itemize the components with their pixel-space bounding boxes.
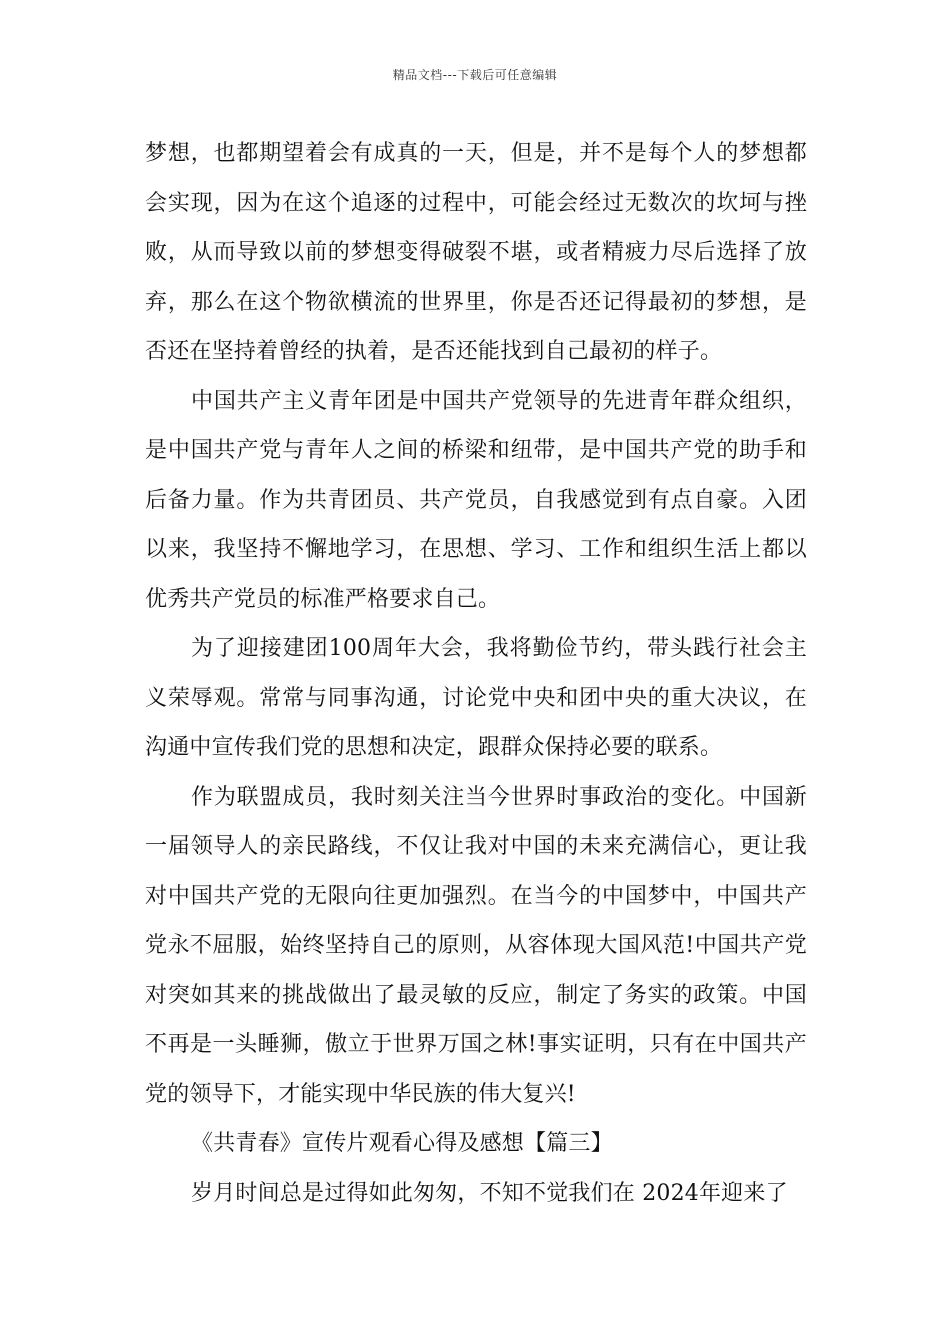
paragraph-3: 为了迎接建团100周年大会，我将勤俭节约，带头践行社会主义荣辱观。常常与同事沟通，讨论党中央和团中央的重大决议，在沟通中宣传我们党的思想和决定，跟群众保持必要的联系。 [145, 636, 807, 760]
paragraph-5: 岁月时间总是过得如此匆匆，不知不觉我们在 2024年迎来了 [191, 1180, 788, 1206]
paragraph-4: 作为联盟成员，我时刻关注当今世界时事政治的变化。中国新一届领导人的亲民路线，不仅让我对中国的未来充满信心，更让我对中国共产党的无限向往更加强烈。在当今的中国梦中，中国共产党永不屈服，始终坚持自己的原则，从容体现大国风范!中国共产党对突如其来的挑战做出了最灵敏的反应，制定了务实的政策。中国不再是一头睡狮，傲立于世界万国之林!事实证明，只有在中国共产党的领导下，才能实现中华民族的伟大复兴! [145, 784, 807, 1107]
paragraph-1: 梦想，也都期望着会有成真的一天，但是，并不是每个人的梦想都会实现，因为在这个追逐的过程中，可能会经过无数次的坎坷与挫败，从而导致以前的梦想变得破裂不堪，或者精疲力尽后选择了放弃，那么在这个物欲横流的世界里，你是否还记得最初的梦想，是否还在坚持着曾经的执着，是否还能找到自己最初的样子。 [145, 141, 807, 364]
section-heading: 《共青春》宣传片观看心得及感想【篇三】 [191, 1131, 613, 1156]
page-header: 精品文档---下载后可任意编辑 [392, 68, 558, 82]
paragraph-2: 中国共产主义青年团是中国共产党领导的先进青年群众组织，是中国共产党与青年人之间的桥梁和纽带，是中国共产党的助手和后备力量。作为共青团员、共产党员，自我感觉到有点自豪。入团以来，我坚持不懈地学习，在思想、学习、工作和组织生活上都以优秀共产党员的标准严格要求自己。 [145, 388, 807, 612]
document-body [145, 129, 807, 1218]
